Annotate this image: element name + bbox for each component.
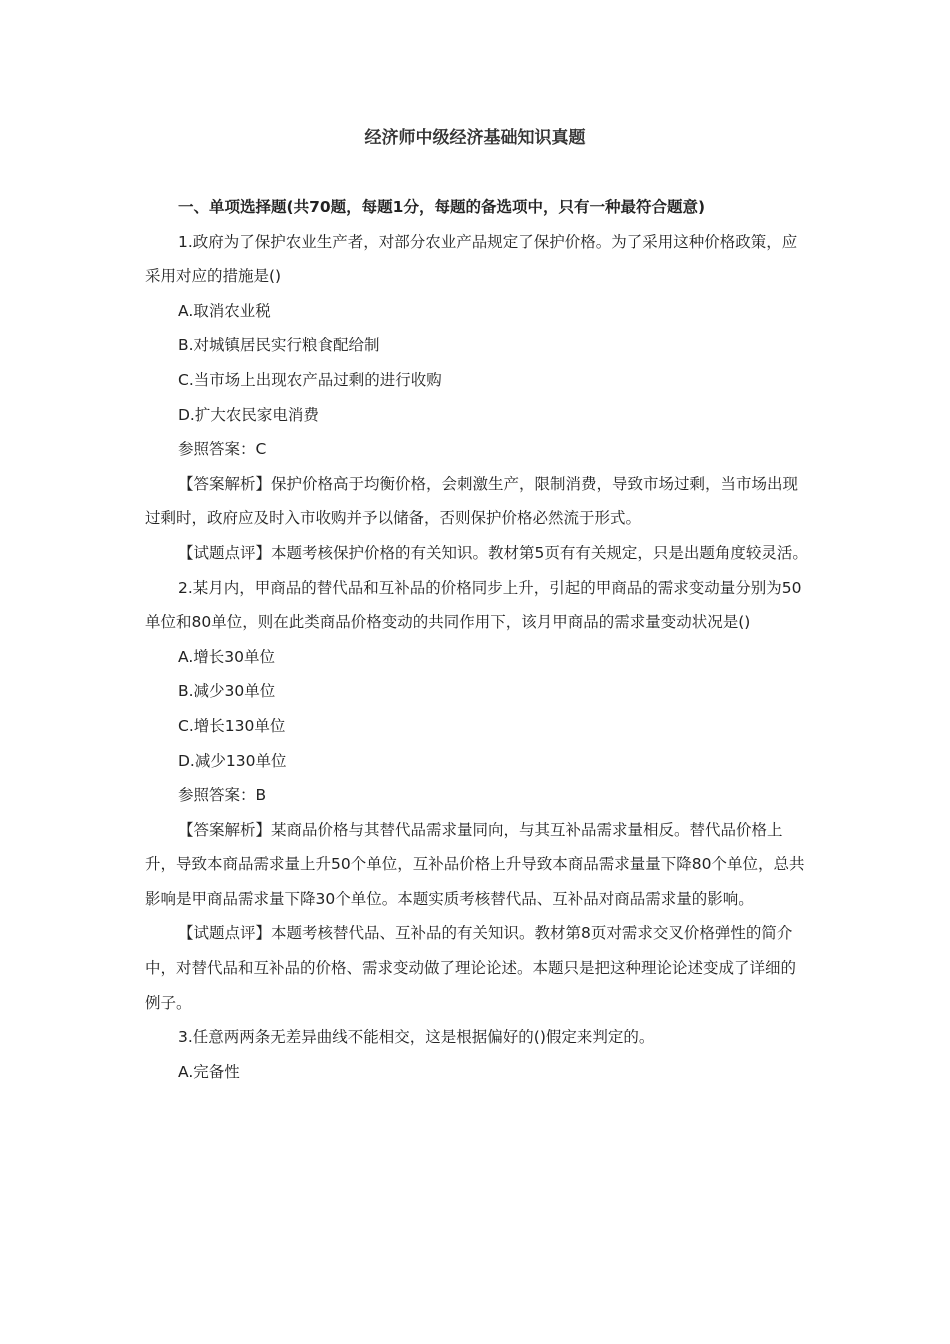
question-1-option-b: B.对城镇居民实行粮食配给制 <box>178 336 380 355</box>
question-1-answer: 参照答案：C <box>178 440 267 459</box>
question-1-option-a: A.取消农业税 <box>178 301 271 320</box>
question-3: 3.任意两两条无差异曲线不能相交，这是根据偏好的()假定来判定的。 <box>178 1028 655 1047</box>
question-2-option-a: A.增长30单位 <box>178 647 275 666</box>
question-1-option-d: D.扩大农民家电消费 <box>178 405 319 424</box>
question-1-comment: 【试题点评】本题考核保护价格的有关知识。教材第5页有有关规定，只是出题角度较灵活。 <box>178 543 808 562</box>
question-2: 2.某月内，甲商品的替代品和互补品的价格同步上升，引起的甲商品的需求变动量分别为50单位和80单位，则在此类商品价格变动的共同作用下，该月甲商品的需求量变动状况是() <box>145 578 802 632</box>
question-1-option-c: C.当市场上出现农产品过剩的进行收购 <box>178 370 442 389</box>
question-2-option-b: B.减少30单位 <box>178 682 276 701</box>
document-title: 经济师中级经济基础知识真题 <box>364 128 586 148</box>
question-2-comment: 【试题点评】本题考核替代品、互补品的有关知识。教材第8页对需求交叉价格弹性的简介中，对替代品和互补品的价格、需求变动做了理论论述。本题只是把这种理论论述变成了详细的例子。 <box>145 924 797 1012</box>
question-2-explanation: 【答案解析】某商品价格与其替代品需求量同向，与其互补品需求量相反。替代品价格上升，导致本商品需求量上升50个单位，互补品价格上升导致本商品需求量量下降80个单位，总共影响是甲商品需求量下降30个单位。本题实质考核替代品、互补品对商品需求量的影响。 <box>145 820 805 908</box>
question-1: 1.政府为了保护农业生产者，对部分农业产品规定了保护价格。为了采用这种价格政策，应采用对应的措施是() <box>145 232 798 286</box>
question-1-explanation: 【答案解析】保护价格高于均衡价格，会刺激生产，限制消费，导致市场过剩，当市场出现过剩时，政府应及时入市收购并予以储备，否则保护价格必然流于形式。 <box>145 474 799 528</box>
question-2-option-d: D.减少130单位 <box>178 751 287 770</box>
document-body <box>145 190 810 1089</box>
question-2-answer: 参照答案：B <box>178 786 267 805</box>
question-3-option-a: A.完备性 <box>178 1062 240 1081</box>
question-2-option-c: C.增长130单位 <box>178 716 286 735</box>
section-heading: 一、单项选择题(共70题，每题1分，每题的备选项中，只有一种最符合题意) <box>178 198 706 216</box>
